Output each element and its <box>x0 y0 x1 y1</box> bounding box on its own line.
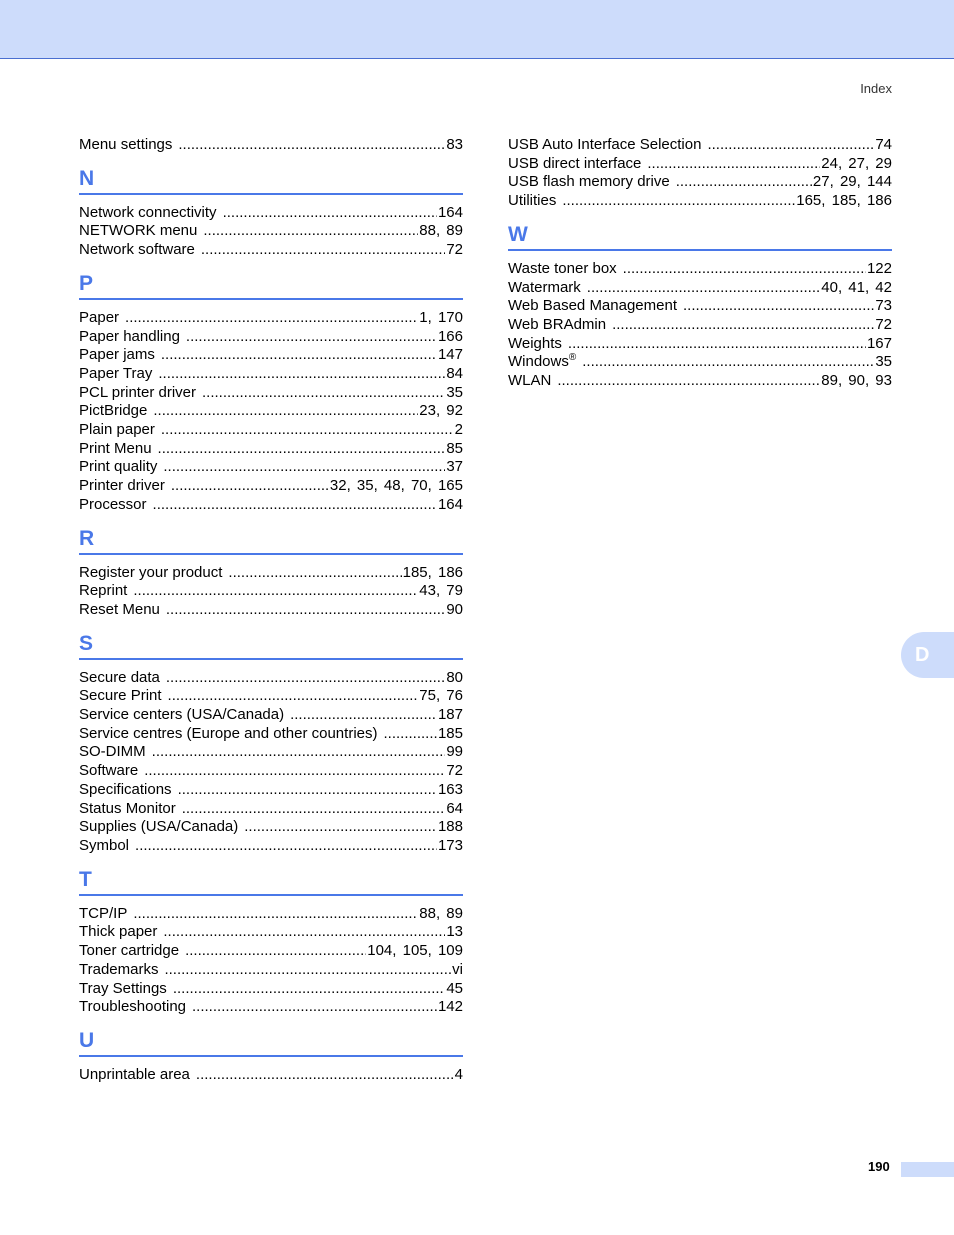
dot-leader <box>166 669 445 688</box>
index-term <box>508 279 587 298</box>
index-term <box>79 762 144 781</box>
index-page-refs: 1, 170 <box>419 308 463 326</box>
index-page-refs: 88, 89 <box>419 222 463 240</box>
index-page-refs: 90 <box>446 600 463 618</box>
index-entry <box>79 384 463 403</box>
dot-leader <box>161 421 454 440</box>
index-term <box>508 316 612 335</box>
index-page-refs: 188 <box>437 818 463 836</box>
dot-leader <box>383 725 436 744</box>
index-entry <box>79 706 463 725</box>
dot-leader <box>153 402 418 421</box>
index-entry <box>79 421 463 440</box>
index-column-right <box>508 136 892 391</box>
index-page-refs: 43, 79 <box>419 582 463 600</box>
index-term <box>79 980 173 999</box>
index-entry <box>79 905 463 924</box>
index-page-refs: 73 <box>875 297 892 315</box>
index-page-refs: 64 <box>446 799 463 817</box>
index-entry <box>79 687 463 706</box>
index-term-text: Secure Print <box>79 687 162 705</box>
index-page-refs: 163 <box>437 780 463 798</box>
index-term <box>508 353 582 372</box>
index-term <box>79 222 203 241</box>
index-term-text: Reset Menu <box>79 600 160 618</box>
index-letter-heading: N <box>79 163 463 195</box>
index-entry <box>79 564 463 583</box>
dot-leader <box>186 328 437 347</box>
index-entry <box>79 328 463 347</box>
index-letter-group <box>79 268 463 515</box>
index-term-text: Paper jams <box>79 346 155 364</box>
dot-leader <box>178 781 437 800</box>
dot-leader <box>144 762 445 781</box>
index-page-refs: 85 <box>446 439 463 457</box>
index-term <box>79 440 158 459</box>
index-page-refs: 72 <box>446 762 463 780</box>
index-term-text: Reprint <box>79 582 128 600</box>
index-entry <box>79 762 463 781</box>
index-entry <box>79 781 463 800</box>
index-term <box>79 402 153 421</box>
index-term <box>508 192 562 211</box>
index-term-text: Supplies (USA/Canada) <box>79 818 239 836</box>
index-term <box>508 173 676 192</box>
index-entry <box>79 669 463 688</box>
index-term <box>79 365 158 384</box>
index-term <box>79 923 163 942</box>
index-letter-heading: T <box>79 864 463 896</box>
index-term-text: Network software <box>79 241 195 259</box>
index-term-text: WLAN <box>508 372 552 390</box>
dot-leader <box>568 335 866 354</box>
index-term <box>79 743 152 762</box>
index-term-text: Processor <box>79 495 147 513</box>
index-term-text: Thick paper <box>79 923 158 941</box>
index-term <box>79 477 171 496</box>
dot-leader <box>201 241 445 260</box>
index-entry <box>79 743 463 762</box>
index-term <box>79 1066 196 1085</box>
dot-leader <box>557 372 820 391</box>
dot-leader <box>164 961 451 980</box>
index-term <box>508 335 568 354</box>
index-entry <box>79 136 463 155</box>
index-term-text: Watermark <box>508 278 581 296</box>
dot-leader <box>152 743 446 762</box>
index-page-refs: 24, 27, 29 <box>821 154 892 172</box>
dot-leader <box>182 800 446 819</box>
index-entry <box>79 601 463 620</box>
index-term <box>508 155 647 174</box>
dot-leader <box>244 818 437 837</box>
dot-leader <box>676 173 812 192</box>
index-term <box>79 564 228 583</box>
index-term <box>79 384 202 403</box>
index-page-refs: 35 <box>446 383 463 401</box>
dot-leader <box>166 601 445 620</box>
header-band <box>0 0 954 59</box>
index-page-refs: 45 <box>446 979 463 997</box>
index-term <box>79 582 133 601</box>
index-entry <box>79 477 463 496</box>
index-page-refs: 147 <box>437 346 463 364</box>
index-term <box>79 669 166 688</box>
dot-leader <box>707 136 874 155</box>
index-page-refs: 185 <box>437 724 463 742</box>
index-letter-heading: P <box>79 268 463 300</box>
index-term <box>79 346 161 365</box>
index-entry <box>508 316 892 335</box>
dot-leader <box>223 204 437 223</box>
index-entry <box>79 582 463 601</box>
dot-leader <box>133 582 418 601</box>
chapter-tab-label: D <box>915 643 930 666</box>
dot-leader <box>612 316 874 335</box>
dot-leader <box>178 136 445 155</box>
index-page-refs: 27, 29, 144 <box>812 173 892 191</box>
index-entry <box>79 725 463 744</box>
index-term-text: Paper handling <box>79 327 180 345</box>
index-term <box>79 241 201 260</box>
index-entry <box>508 260 892 279</box>
index-term-text: Service centres (Europe and other countries) <box>79 724 378 742</box>
index-entry <box>79 440 463 459</box>
index-entry <box>79 980 463 999</box>
index-entry <box>508 372 892 391</box>
index-term-text: Secure data <box>79 668 160 686</box>
index-term-text: Network connectivity <box>79 203 217 221</box>
index-page-refs: 185, 186 <box>402 563 463 581</box>
index-term <box>508 136 707 155</box>
index-term-text: Unprintable area <box>79 1065 190 1083</box>
dot-leader <box>582 353 874 372</box>
index-page-refs: 83 <box>446 136 463 153</box>
index-term-text: Printer driver <box>79 477 165 495</box>
index-page-refs: 104, 105, 109 <box>367 942 463 960</box>
index-entry <box>79 458 463 477</box>
index-entry <box>79 222 463 241</box>
index-entry <box>508 192 892 211</box>
index-term-text: Toner cartridge <box>79 942 180 960</box>
index-term <box>79 458 163 477</box>
index-page-refs: 167 <box>866 334 892 352</box>
index-page-refs: 99 <box>446 743 463 761</box>
dot-leader <box>163 923 445 942</box>
dot-leader <box>168 687 419 706</box>
index-entry <box>79 961 463 980</box>
index-page-refs: 74 <box>875 136 892 153</box>
index-term <box>508 260 623 279</box>
index-term <box>79 706 290 725</box>
index-page-refs: 40, 41, 42 <box>821 278 892 296</box>
index-entry <box>508 353 892 372</box>
index-letter-group <box>79 523 463 620</box>
chapter-tab[interactable] <box>901 632 954 678</box>
dot-leader <box>228 564 401 583</box>
index-page-refs: 88, 89 <box>419 904 463 922</box>
index-term-text: Register your product <box>79 563 223 581</box>
index-term <box>79 687 168 706</box>
index-entry <box>79 346 463 365</box>
index-term-text: Troubleshooting <box>79 998 187 1016</box>
index-term-text: Print Menu <box>79 439 152 457</box>
dot-leader <box>623 260 866 279</box>
dot-leader <box>202 384 445 403</box>
dot-leader <box>135 837 437 856</box>
index-entry <box>79 800 463 819</box>
index-term-text: Web BRAdmin <box>508 315 607 333</box>
index-page-refs: vi <box>452 960 463 978</box>
index-term-text: Tray Settings <box>79 979 167 997</box>
index-entry <box>508 297 892 316</box>
page-number: 190 <box>868 1159 890 1174</box>
index-term <box>79 942 185 961</box>
index-entry <box>508 335 892 354</box>
index-term <box>508 372 557 391</box>
index-letter-group <box>79 628 463 856</box>
index-term <box>79 204 223 223</box>
index-term-text: Symbol <box>79 836 130 854</box>
index-entry <box>79 204 463 223</box>
index-page-refs: 75, 76 <box>419 687 463 705</box>
dot-leader <box>173 980 446 999</box>
index-letter-group <box>79 163 463 260</box>
index-term-text: Paper <box>79 308 120 326</box>
index-entry <box>79 309 463 328</box>
index-page-refs: 13 <box>446 923 463 941</box>
index-term-text: Plain paper <box>79 421 155 439</box>
index-entry <box>79 241 463 260</box>
index-term-text: Specifications <box>79 780 172 798</box>
dot-leader <box>192 998 437 1017</box>
dot-leader <box>158 440 446 459</box>
index-entry <box>508 279 892 298</box>
index-term <box>508 297 683 316</box>
index-entry <box>508 155 892 174</box>
dot-leader <box>196 1066 454 1085</box>
index-letter-heading: S <box>79 628 463 660</box>
index-page-refs: 23, 92 <box>419 402 463 420</box>
index-term-text: Menu settings <box>79 136 173 153</box>
index-letter-heading: W <box>508 219 892 251</box>
index-page-refs: 164 <box>437 203 463 221</box>
index-term-text: Weights <box>508 334 562 352</box>
index-entry <box>79 818 463 837</box>
index-term <box>79 961 164 980</box>
index-entry <box>79 923 463 942</box>
index-term <box>79 309 125 328</box>
dot-leader <box>163 458 445 477</box>
registered-mark: ® <box>568 352 577 364</box>
index-term-text: USB flash memory drive <box>508 173 670 191</box>
index-term-text: Paper Tray <box>79 364 153 382</box>
dot-leader <box>153 496 437 515</box>
index-term <box>79 725 383 744</box>
index-page-refs: 89, 90, 93 <box>821 372 892 390</box>
dot-leader <box>290 706 437 725</box>
dot-leader <box>133 905 418 924</box>
dot-leader <box>562 192 795 211</box>
index-entry <box>79 496 463 515</box>
index-term-text: Software <box>79 762 139 780</box>
index-term-text: Web Based Management <box>508 297 677 315</box>
index-page-refs: 37 <box>446 458 463 476</box>
dot-leader <box>125 309 418 328</box>
index-page-refs: 72 <box>875 315 892 333</box>
index-term <box>79 601 166 620</box>
index-letter-group <box>79 864 463 1017</box>
index-term-text: USB Auto Interface Selection <box>508 136 702 153</box>
index-page-refs: 164 <box>437 495 463 513</box>
index-page-refs: 84 <box>446 364 463 382</box>
index-entry <box>508 136 892 155</box>
index-term <box>79 818 244 837</box>
index-entry <box>79 1066 463 1085</box>
index-letter-heading: U <box>79 1025 463 1057</box>
index-term-text: TCP/IP <box>79 904 128 922</box>
index-term <box>79 998 192 1017</box>
index-term-text: Status Monitor <box>79 799 176 817</box>
index-term-text: Trademarks <box>79 960 159 978</box>
index-term <box>79 136 178 155</box>
index-term <box>79 328 186 347</box>
dot-leader <box>161 346 437 365</box>
index-entry <box>79 942 463 961</box>
index-page-refs: 166 <box>437 327 463 345</box>
index-page-refs: 187 <box>437 706 463 724</box>
index-term <box>79 800 182 819</box>
index-page-refs: 80 <box>446 668 463 686</box>
index-page-refs: 122 <box>866 259 892 277</box>
index-letter-heading: R <box>79 523 463 555</box>
dot-leader <box>683 297 874 316</box>
index-page-refs: 32, 35, 48, 70, 165 <box>329 477 463 495</box>
index-page-refs: 72 <box>446 241 463 259</box>
index-letter-group <box>508 219 892 391</box>
index-term <box>79 421 161 440</box>
index-term <box>79 781 178 800</box>
index-page-refs: 2 <box>454 421 463 439</box>
dot-leader <box>203 222 418 241</box>
dot-leader <box>158 365 445 384</box>
index-entry <box>79 998 463 1017</box>
index-term-text: Windows <box>508 353 569 371</box>
index-page-refs: 4 <box>454 1065 463 1083</box>
index-page-refs: 165, 185, 186 <box>796 192 892 210</box>
index-term-text: SO-DIMM <box>79 743 146 761</box>
index-term <box>79 837 135 856</box>
index-entry <box>79 402 463 421</box>
index-term-text: Utilities <box>508 192 557 210</box>
index-entry <box>79 837 463 856</box>
index-entry <box>508 173 892 192</box>
index-term-text: Service centers (USA/Canada) <box>79 706 285 724</box>
index-entry <box>79 365 463 384</box>
index-column-left <box>79 136 463 1085</box>
page-number-tab <box>901 1162 954 1177</box>
dot-leader <box>647 155 820 174</box>
index-term-text: Print quality <box>79 458 158 476</box>
dot-leader <box>171 477 329 496</box>
dot-leader <box>587 279 820 298</box>
index-term-text: PCL printer driver <box>79 383 196 401</box>
index-letter-group <box>79 1025 463 1085</box>
index-term-text: PictBridge <box>79 402 148 420</box>
index-term-text: USB direct interface <box>508 154 642 172</box>
index-term-text: NETWORK menu <box>79 222 198 240</box>
section-title: Index <box>860 81 892 96</box>
index-term-text: Waste toner box <box>508 259 617 277</box>
index-page-refs: 35 <box>875 353 892 371</box>
index-term <box>79 905 133 924</box>
index-page-refs: 173 <box>437 836 463 854</box>
index-term <box>79 496 153 515</box>
dot-leader <box>185 942 366 961</box>
index-page-refs: 142 <box>437 998 463 1016</box>
